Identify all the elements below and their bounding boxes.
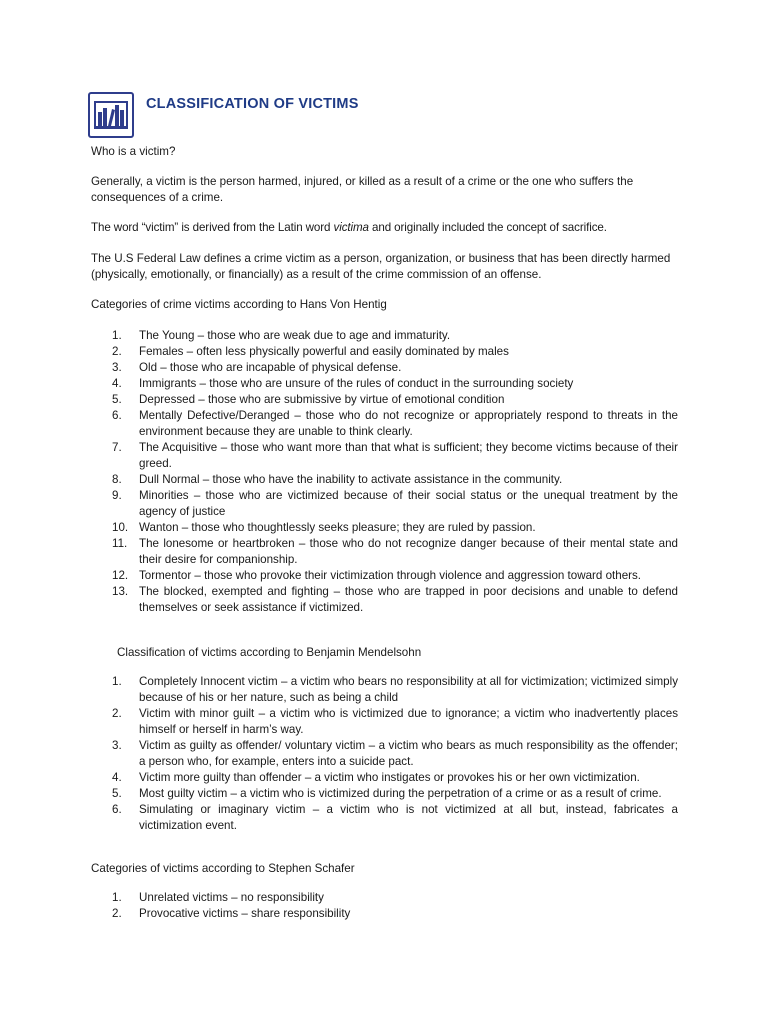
list-item bbox=[112, 520, 678, 536]
mendelsohn-list bbox=[112, 674, 678, 834]
list-item bbox=[112, 890, 678, 906]
list-item-text: Immigrants – those who are unsure of the rules of conduct in the surrounding society bbox=[139, 377, 574, 390]
list-item-text: Victim more guilty than offender – a victim who instigates or provokes his or her own victimization. bbox=[139, 771, 640, 784]
hentig-heading: Categories of crime victims according to Hans Von Hentig bbox=[91, 298, 387, 311]
list-item-number: 8. bbox=[112, 473, 122, 486]
list-item-text: Most guilty victim – a victim who is victimized during the perpetration of a crime or as a result of crime. bbox=[139, 787, 662, 800]
list-item-number: 9. bbox=[112, 489, 122, 502]
list-item-number: 6. bbox=[112, 409, 122, 422]
list-item bbox=[112, 344, 678, 360]
list-item-number: 7. bbox=[112, 441, 122, 454]
list-item-text: The Young – those who are weak due to age and immaturity. bbox=[139, 329, 451, 342]
list-item-number: 5. bbox=[112, 787, 122, 800]
list-item-number: 4. bbox=[112, 771, 122, 784]
list-item-number: 13. bbox=[112, 585, 129, 598]
list-item-text: The Acquisitive – those who want more than that what is sufficient; they become victims because of their greed. bbox=[139, 441, 678, 470]
list-item-number: 1. bbox=[112, 675, 122, 688]
list-item bbox=[112, 360, 678, 376]
list-item-text: The lonesome or heartbroken – those who do not recognize danger because of their mental state and their desire for companionship. bbox=[139, 537, 678, 566]
list-item-number: 3. bbox=[112, 739, 122, 752]
list-item bbox=[112, 674, 678, 706]
list-item-text: Mentally Defective/Deranged – those who do not recognize or appropriately respond to threats in the environment because they are unable to think clearly. bbox=[139, 409, 678, 438]
list-item-text: The blocked, exempted and fighting – those who are trapped in poor decisions and unable to defend themselves or seek assistance if victimized. bbox=[139, 585, 678, 614]
bookshelf-icon bbox=[88, 92, 134, 138]
schafer-heading: Categories of victims according to Stephen Schafer bbox=[91, 862, 355, 875]
list-item-number: 3. bbox=[112, 361, 122, 374]
list-item-text: Minorities – those who are victimized because of their social status or the unequal treatment by the agency of justice bbox=[139, 489, 678, 518]
list-item-number: 2. bbox=[112, 907, 122, 920]
list-item-number: 1. bbox=[112, 329, 122, 342]
list-item bbox=[112, 488, 678, 520]
document-title: CLASSIFICATION OF VICTIMS bbox=[146, 96, 359, 112]
list-item-text: Completely Innocent victim – a victim who bears no responsibility at all for victimization; victimized simply because of his or her nature, such as being a child bbox=[139, 675, 678, 704]
question-text: Who is a victim? bbox=[91, 145, 176, 158]
list-item-text: Victim with minor guilt – a victim who is victimized due to ignorance; a victim who inadvertently places himself or herself in harm’s way. bbox=[139, 707, 678, 736]
mendelsohn-heading: Classification of victims according to Benjamin Mendelsohn bbox=[117, 646, 422, 659]
list-item-text: Wanton – those who thoughtlessly seeks pleasure; they are ruled by passion. bbox=[139, 521, 536, 534]
federal-law-paragraph: The U.S Federal Law defines a crime victim as a person, organization, or business that has been directly harmed (physically, emotionally, or financially) as a result of the crime commission of an offense. bbox=[91, 252, 671, 281]
etymology-paragraph bbox=[91, 220, 681, 236]
list-item bbox=[112, 738, 678, 770]
list-item bbox=[112, 536, 678, 568]
list-item-number: 2. bbox=[112, 345, 122, 358]
list-item-text: Victim as guilty as offender/ voluntary victim – a victim who bears as much responsibility as the offender; a person who, for example, enters into a suicide pact. bbox=[139, 739, 678, 768]
list-item-number: 11. bbox=[112, 537, 128, 550]
list-item bbox=[112, 802, 678, 834]
list-item bbox=[112, 786, 678, 802]
list-item-number: 2. bbox=[112, 707, 122, 720]
list-item bbox=[112, 770, 678, 786]
list-item-text: Old – those who are incapable of physical defense. bbox=[139, 361, 402, 374]
list-item-number: 5. bbox=[112, 393, 122, 406]
list-item-text: Tormentor – those who provoke their victimization through violence and aggression toward others. bbox=[139, 569, 642, 582]
list-item bbox=[112, 584, 678, 616]
list-item bbox=[112, 328, 678, 344]
list-item-text: Unrelated victims – no responsibility bbox=[139, 891, 324, 904]
list-item bbox=[112, 376, 678, 392]
document-header bbox=[88, 92, 688, 140]
list-item-text: Dull Normal – those who have the inability to activate assistance in the community. bbox=[139, 473, 563, 486]
list-item bbox=[112, 568, 678, 584]
etymology-text-before: The word “victim” is derived from the Latin word bbox=[91, 221, 334, 234]
etymology-latin-word: victima bbox=[333, 221, 369, 234]
list-item-number: 12. bbox=[112, 569, 129, 582]
list-item-number: 6. bbox=[112, 803, 122, 816]
list-item bbox=[112, 906, 678, 922]
list-item-text: Females – often less physically powerful and easily dominated by males bbox=[139, 345, 509, 358]
list-item-text: Simulating or imaginary victim – a victim who is not victimized at all but, instead, fabricates a victimization event. bbox=[139, 803, 678, 832]
list-item-text: Provocative victims – share responsibility bbox=[139, 907, 351, 920]
hentig-list bbox=[112, 328, 678, 616]
list-item bbox=[112, 472, 678, 488]
list-item bbox=[112, 706, 678, 738]
etymology-text-after: and originally included the concept of sacrifice. bbox=[368, 221, 607, 234]
list-item bbox=[112, 392, 678, 408]
list-item bbox=[112, 408, 678, 440]
list-item-number: 1. bbox=[112, 891, 122, 904]
definition-paragraph: Generally, a victim is the person harmed, injured, or killed as a result of a crime or the one who suffers the consequences of a crime. bbox=[91, 175, 634, 204]
list-item bbox=[112, 440, 678, 472]
list-item-text: Depressed – those who are submissive by virtue of emotional condition bbox=[139, 393, 505, 406]
schafer-list bbox=[112, 890, 678, 922]
list-item-number: 10. bbox=[112, 521, 129, 534]
list-item-number: 4. bbox=[112, 377, 122, 390]
